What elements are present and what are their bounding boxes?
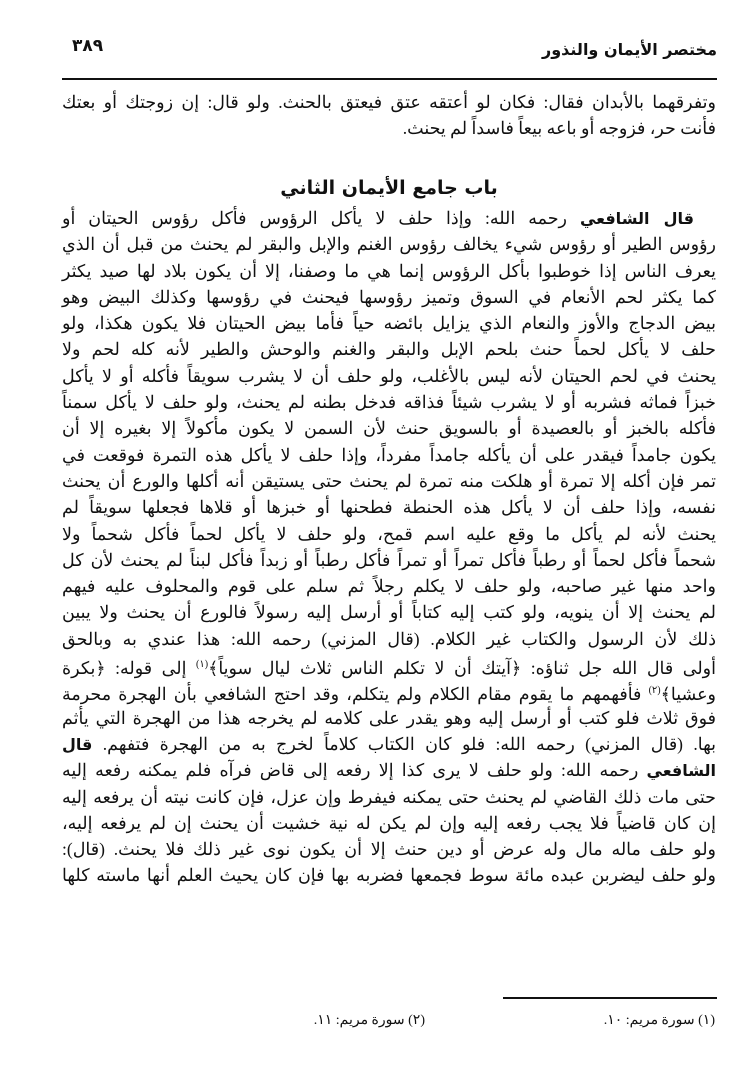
footnote-1: (١) سورة مريم: ١٠. — [603, 1013, 715, 1028]
footnote-ref[interactable]: (٢) — [648, 685, 661, 697]
text-line: لم يحنث إلا أن ينويه، ولو كتب إليه كتاباً أو أرسل إليه رسولاً فالورع أن يحنث ولا يبين — [62, 602, 716, 623]
text-line: يكون جامداً فيقدر على أن يأكله جامداً مفرداً، وإذا حلف لا يأكل هذه التمرة فوقعت في — [62, 444, 716, 465]
body-text — [62, 205, 716, 889]
text-line: خبزاً فماثه فشربه أو لا يشرب شيئاً فذاقه فدخل بطنه لم يحنث، ولو حلف لا يأكل سمناً — [62, 392, 716, 413]
speaker-name: الشافعي — [646, 761, 716, 781]
line-text: وعشيا﴾ — [660, 684, 717, 705]
text-line: يحنث في لحم الحيتان لأنه ليس بالأغلب، ولو حلف أن لا يشرب سويقاً فأكله أو لا يأكل — [62, 365, 716, 386]
text-line: نفسه، وإذا حلف أن لا يأكل هذه الحنطة فطحنها أو خبزها أو قلاها فجعلها سويقاً لم — [62, 497, 716, 518]
line-text: رحمه الله: وإذا حلف لا يأكل الرؤوس فأكل رؤوس الحيتان أو — [62, 208, 567, 228]
line-text: بها. (قال المزني) رحمه الله: فلو كان الكتاب كلاماً لخرج به من الهجرة فتفهم. — [102, 733, 717, 754]
text-line: إن كان قاضياً فلا يجب رفعه إليه وإن لم يكن له نية خشيت أن يحنث إن لم يرفعه إليه، — [62, 812, 716, 833]
text-line: فأنت حر، فزوجه أو باعه بيعاً فاسداً لم يحنث. — [402, 118, 716, 139]
header-rule — [62, 78, 717, 80]
text-line: رؤوس الطير أو رؤوس شيء يخالف رؤوس الغنم والإبل والبقر لم يحنث من قبل أن الذي — [62, 234, 716, 255]
text-line: حلف لا يأكل لحماً حنث بلحم الإبل والبقر والغنم والوحش والطير لأنه كله لحم ولا — [62, 339, 716, 360]
intro-paragraph — [62, 89, 716, 142]
text-line: حتى مات ذلك القاضي لم يحنث حتى يمكنه فيفرط وإن عزل، فإن كانت نيته أن يرفعه إليه — [62, 786, 716, 807]
text-line: وتفرقهما بالأبدان فقال: فكان لو أعتقه عتق فيعتق بالحنث. ولو قال: إن زوجتك أو بعتك — [62, 92, 716, 112]
text-line: بيض الدجاج والأوز والنعام الذي يزايل بائضه حياً فأما بيض الحيتان فلا يكون هكذا، ولو — [62, 313, 716, 334]
text-line — [62, 205, 716, 231]
line-text: رحمه الله: ولو حلف لا يرى كذا إلا رفعه إلى قاض فرآه فلم يمكنه رفعه إليه — [62, 760, 639, 781]
text-line — [62, 731, 716, 757]
footnote-2: (٢) سورة مريم: ١١. — [313, 1013, 425, 1028]
text-line: يعرف الناس إذا خوطبوا بأكل الرؤوس إنما هي ما وصفنا، إلا أن يكون بلاد لها صيد يكثر — [62, 260, 716, 281]
running-header-title: مختصر الأيمان والنذور — [542, 40, 717, 59]
text-line: واحد منها غير صاحبه، ولو حلف لا يكلم رجلاً ثم سلم على قوم والمحلوف عليه فيهم — [62, 576, 716, 597]
text-line: شحماً فأكل لحماً أو رطباً فأكل تمراً أو تمراً فأكل رطباً أو زبداً فأكل لبناً لم يحنث لأن كل — [62, 549, 716, 570]
text-line: يحنث لأنه لم يأكل ما وقع عليه اسم قمح، ولو حلف لا يأكل لحماً فأكل شحماً ولا — [62, 523, 716, 544]
text-line: تمر فإن أكله إلا تمرة أو هلكت منه تمرة لم يحنث حتى يستيقن أنه أكلها والورع أن يحنث — [62, 470, 716, 491]
footnote-ref[interactable]: (١) — [196, 659, 209, 671]
text-line: ذلك لأن الرسول والكتاب غير الكلام. (قال المزني) رحمه الله: هذا عندي به وبالحق — [62, 628, 716, 649]
section-title: باب جامع الأيمان الثاني — [280, 177, 498, 199]
text-line: فوق ثلاث فلو كتب أو أرسل إليه وهو يقدر على كلامه لم يخرجه هذا من الهجرة التي يأثم — [62, 707, 716, 728]
text-line — [62, 757, 716, 783]
text-line — [62, 652, 716, 678]
speaker-name: قال الشافعي — [579, 209, 695, 228]
text-line: ولو حلف ليضربن عبده مائة سوط فجمعها فضربه بها فإن كان يحيث العلم أنها ماسته كلها — [62, 865, 716, 886]
page-number: ٣٨٩ — [72, 36, 104, 56]
line-text: أولى قال الله جل ثناؤه: ﴿آيتك أن لا تكلم الناس ثلاث ليال سوياً﴾ — [208, 657, 716, 678]
footnote-rule — [503, 997, 717, 999]
speaker-name: قال — [62, 734, 93, 754]
text-line: كما يكثر لحم الأنعام في السوق وتميز رؤوسها فيحنث في رؤوسها وكذلك البيض وهو — [62, 286, 716, 307]
line-text: فأفهمهم ما يقوم مقام الكلام ولم يتكلم، وقد احتج الشافعي بأن الهجرة محرمة — [62, 684, 642, 705]
text-line: فأكله بالخبز أو بالعصيدة أو بالسويق حنث لأن السمن لا يكون مأكولاً إلا بغيره إلا أن — [62, 418, 716, 439]
line-text: إلى قوله: ﴿بكرة — [62, 657, 187, 678]
text-line — [62, 678, 716, 704]
text-line: ولو حلف ماله مال وله عرض أو دين حنث إلا أن يكون نوى غير ذلك فلا يحنث. (قال): — [62, 839, 716, 860]
